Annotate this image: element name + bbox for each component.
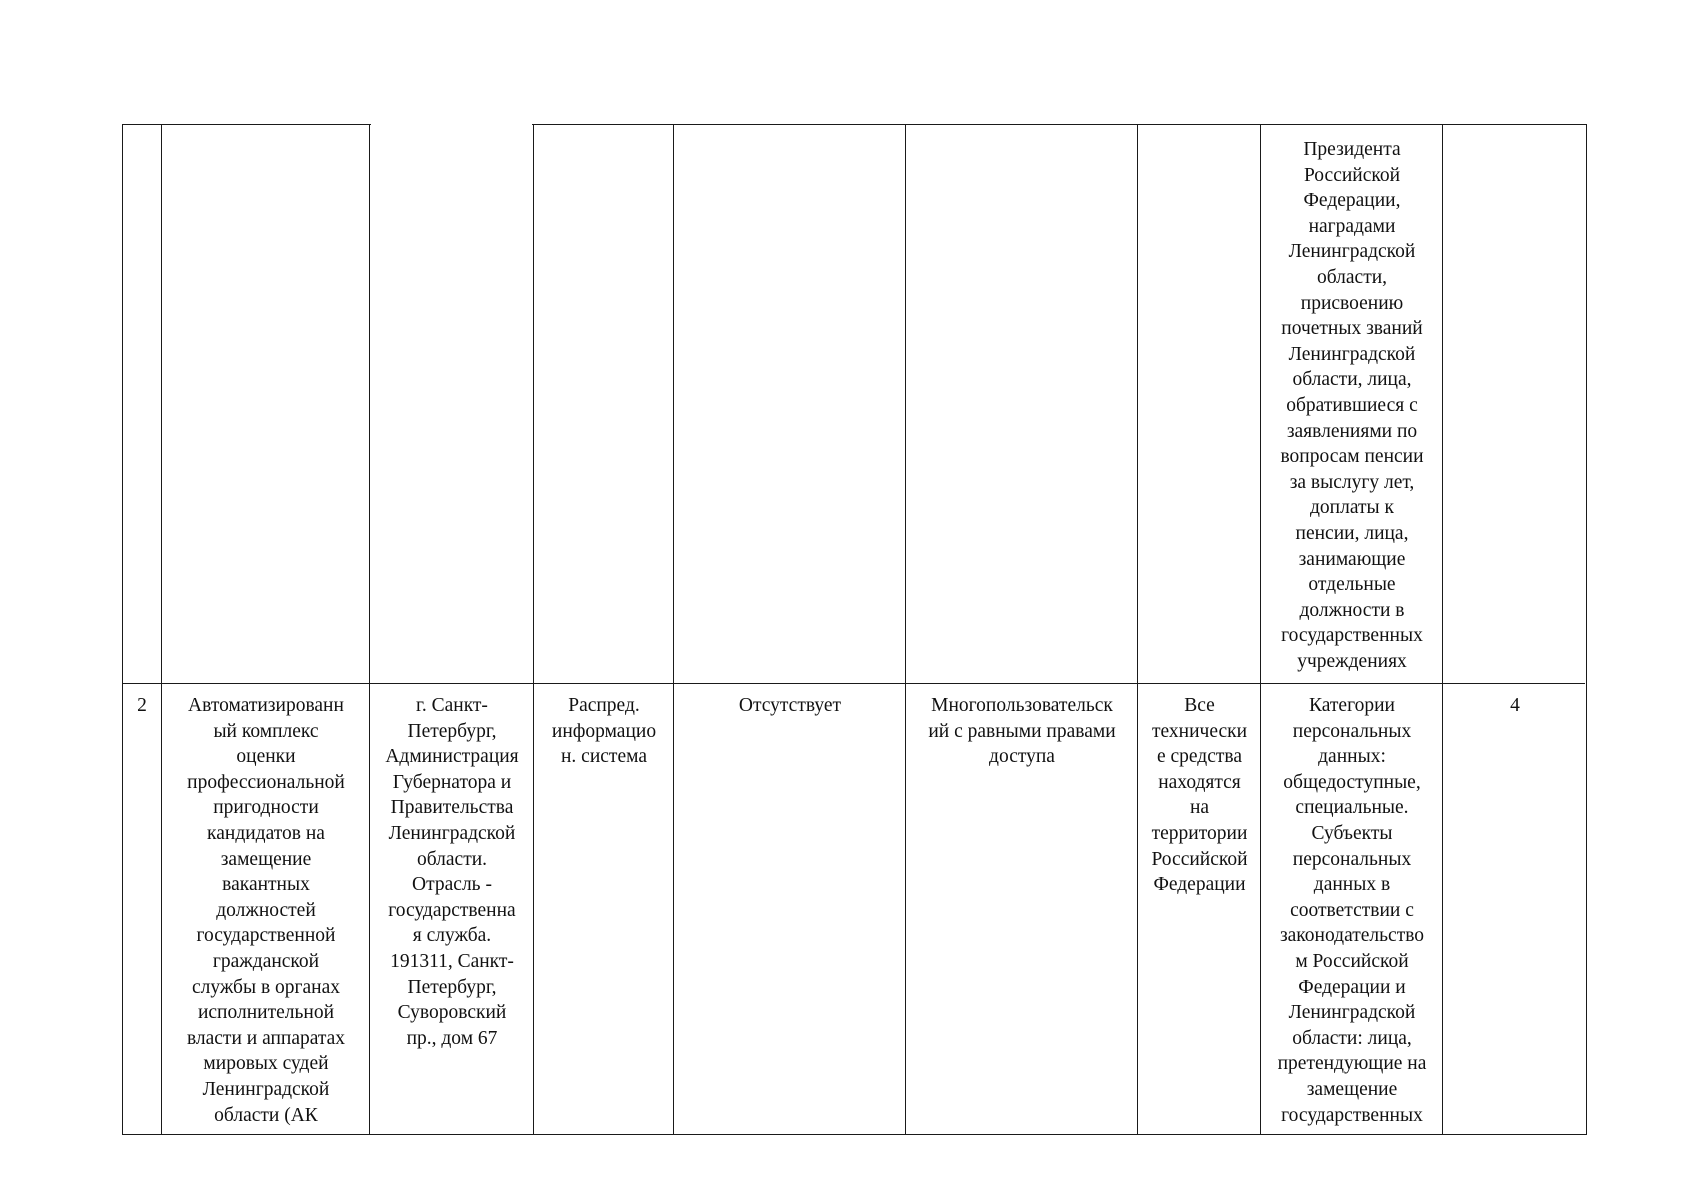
network-connection: Отсутствует bbox=[738, 695, 842, 716]
col-divider bbox=[369, 125, 370, 1134]
col-divider bbox=[905, 125, 906, 1134]
protection-level: 4 bbox=[1510, 695, 1520, 716]
system-name: Автоматизированн ый комплекс оценки профессиональной пригодности кандидатов на замещение вакантных должностей государственной гражданской службы в органах исполнительной власти и аппаратах мировых судей Ленинградской области (АК bbox=[186, 695, 346, 1126]
hardware-location: Все технически е средства находятся на территории Российской Федерации bbox=[1151, 695, 1248, 896]
col-divider bbox=[161, 125, 162, 1134]
access-mode: Многопользовательск ий с равными правами доступа bbox=[928, 695, 1116, 768]
col-divider bbox=[1260, 125, 1261, 1134]
col-divider bbox=[1137, 125, 1138, 1134]
registry-table bbox=[122, 124, 1587, 1135]
row-top-col9-text: Президента Российской Федерации, наградами Ленинградской области, присвоению почетных званий Ленинградской области, лица, обратившиеся с заявлениями по вопросам пенсии за выслугу лет, доплаты к пенсии, лица, занимающие отдельные должности в государственных учреждениях bbox=[1280, 139, 1424, 672]
operator-info: г. Санкт- Петербург, Администрация Губернатора и Правительства Ленинградской области. Отрасль - государственна я служба. 191311, Санкт- Петербург, Суворовский пр., дом 67 bbox=[385, 695, 519, 1049]
col-divider bbox=[1442, 125, 1443, 1134]
system-type: Распред. информацио н. система bbox=[551, 695, 657, 768]
row-divider bbox=[123, 683, 1585, 684]
row-number: 2 bbox=[137, 695, 147, 716]
pd-categories: Категории персональных данных: общедоступные, специальные. Субъекты персональных данных в соответствии с законодательство м Российской Федерации и Ленинградской области: лица, претендующие на замещение государственных bbox=[1277, 695, 1427, 1126]
col-divider bbox=[673, 125, 674, 1134]
top-border-gap bbox=[371, 123, 532, 127]
col-divider bbox=[533, 125, 534, 1134]
